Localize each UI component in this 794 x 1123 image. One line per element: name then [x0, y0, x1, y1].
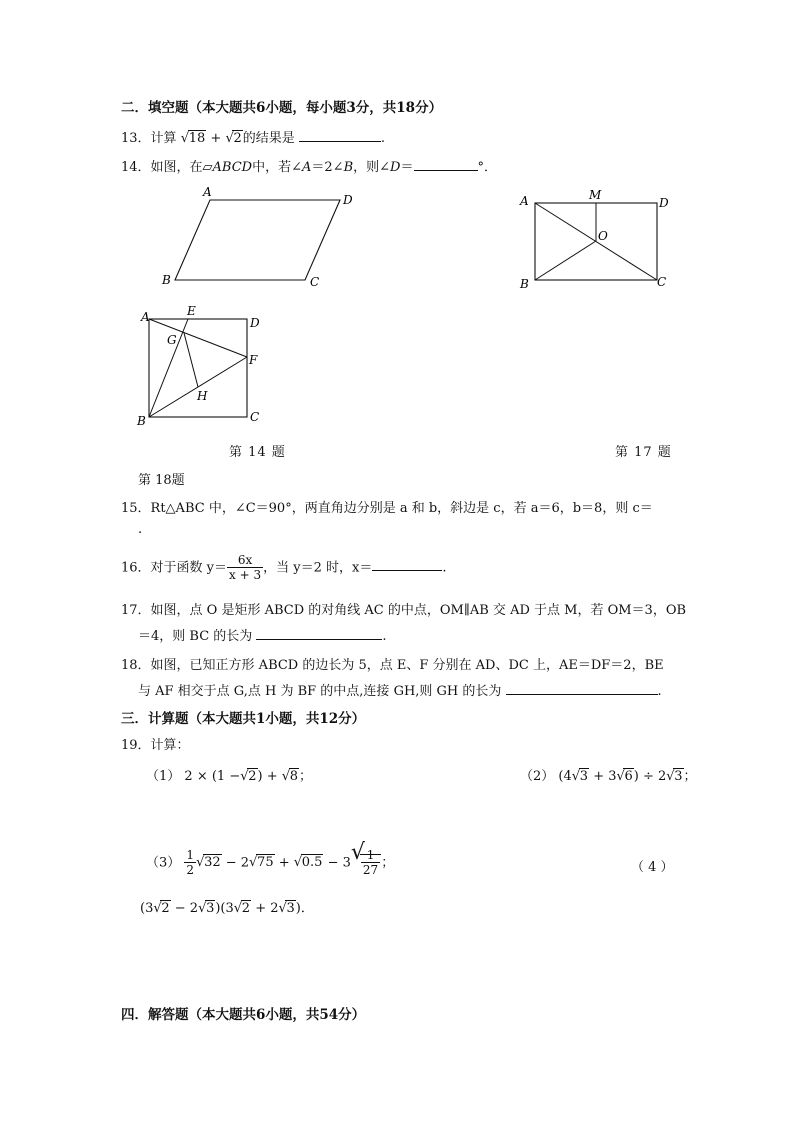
fig18-label-b: B [137, 414, 146, 428]
question-15: 15．Rt△ABC 中，∠C＝90°，两直角边分别是 a 和 b，斜边是 c，若 a＝6，b＝8，则 c＝ [121, 501, 653, 516]
fig14-label-a: A [203, 185, 212, 199]
q16-answer-blank[interactable] [372, 557, 442, 571]
segment-bo [535, 241, 596, 280]
q17-line-1: 如图，点 O 是矩形 ABCD 的对角线 AC 的中点，OM∥AB 交 AD 于点 M，若 OM＝3，OB [150, 603, 687, 618]
fig14-label-d: D [343, 193, 353, 207]
parallelogram-abcd [175, 200, 340, 280]
fig18-label-g: G [167, 333, 177, 347]
question-16: 16．对于函数 y＝ $\frac{6x}{x + 3}$ ，当 y＝2 时，x＝ . [121, 553, 447, 583]
caption-fig-18: 第 18题 [138, 473, 185, 488]
q17-answer-blank[interactable] [256, 626, 382, 640]
q18-line-1: 如图，已知正方形 ABCD 的边长为 5，点 E、F 分别在 AD、DC 上，AE＝DF＝2，BE [150, 658, 664, 673]
question-17: 17．如图，点 O 是矩形 ABCD 的对角线 AC 的中点，OM∥AB 交 AD 于点 M，若 OM＝3，OB [121, 603, 687, 618]
sqrt-18: √ 18 [180, 131, 206, 146]
figure-17-rectangle [515, 185, 685, 290]
figure-14-parallelogram [150, 185, 370, 290]
question-18-line-2: 与 AF 相交于点 G,点 H 为 BF 的中点,连接 GH,则 GH 的长为 . [138, 680, 662, 699]
segment-af [149, 319, 247, 357]
fig17-label-a: A [520, 194, 529, 208]
question-13: 13．计算 √ 18 + √ 2的结果是 . [121, 127, 385, 146]
figure-18-square [133, 303, 273, 431]
q14-answer-blank[interactable] [414, 157, 478, 171]
question-14: 14．如图，在▱ABCD中，若∠A＝2∠B，则∠D＝ °． [121, 156, 497, 175]
fig17-label-d: D [659, 196, 669, 210]
fig18-label-d: D [250, 316, 260, 330]
fig17-label-m: M [589, 188, 602, 202]
q15-end: . [138, 522, 143, 537]
caption-fig-14: 第 14 题 [229, 445, 286, 460]
q18-answer-blank[interactable] [506, 681, 658, 695]
fig18-label-h: H [197, 389, 208, 403]
fig17-label-c: C [657, 275, 667, 289]
q19-part-4-label: （ 4 ） [631, 860, 674, 875]
fig14-label-b: B [162, 273, 171, 287]
question-17-line-2: ＝4，则 BC 的长为 . [138, 625, 387, 644]
q19-part-2: （2） (4 √ 3 + 3 √ 6) ÷ 2 √ 3； [520, 769, 697, 784]
fig18-label-c: C [250, 410, 260, 424]
section-4-title: 四．解答题（本大题共6小题，共54分） [121, 1007, 366, 1023]
section-2-title: 二．填空题（本大题共6小题，每小题3分，共18分） [121, 100, 443, 116]
q16-fraction: $\frac{6x}{x + 3}$ [229, 553, 262, 583]
fig18-label-f: F [249, 353, 258, 367]
fig17-label-b: B [520, 277, 529, 290]
q19-part-3: （3） $\frac{1}{2}$ √ 32 − 2 √ 75 + √ 0.5 − 3 √ $\frac{1}{27}$ ； [146, 840, 395, 878]
q13-answer-blank[interactable] [299, 128, 381, 142]
caption-fig-17: 第 17 题 [615, 445, 672, 460]
q19-part-1: （1） 2 × (1 − √ 2) + √ 8； [146, 769, 313, 784]
q13-post: 的结果是 [242, 131, 295, 146]
fig14-label-c: C [310, 275, 320, 289]
question-18: 18．如图，已知正方形 ABCD 的边长为 5，点 E、F 分别在 AD、DC 上，AE＝DF＝2，BE [121, 658, 664, 673]
fig17-label-o: O [598, 229, 608, 243]
q15-text: Rt△ABC 中，∠C＝90°，两直角边分别是 a 和 b，斜边是 c，若 a＝6，b＝8，则 c＝ [150, 501, 653, 516]
q13-pre: 计算 [150, 131, 177, 146]
fig18-label-e: E [187, 304, 196, 318]
sqrt-2: √ 2 [225, 131, 242, 146]
section-3-title: 三．计算题（本大题共1小题，共12分） [121, 711, 366, 727]
q19-part-4: (3 √ 2 − 2 √ 3)(3 √ 2 + 2 √ 3)． [140, 901, 314, 916]
fig18-label-a: A [141, 310, 150, 324]
question-19: 19．计算： [121, 738, 190, 753]
q13-number: 13． [121, 131, 151, 146]
segment-gh [184, 333, 198, 387]
